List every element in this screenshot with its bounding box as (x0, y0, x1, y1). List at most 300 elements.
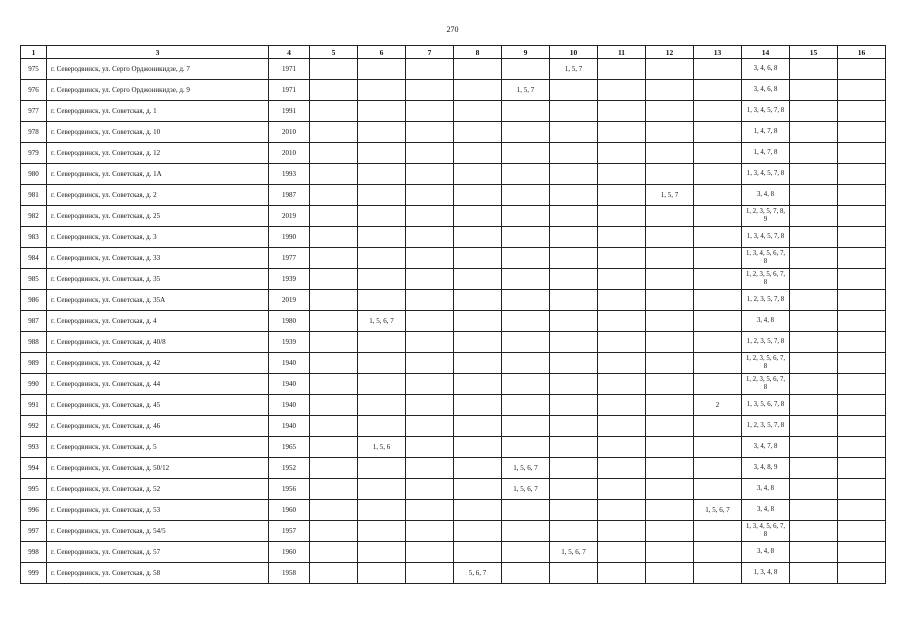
table-cell (694, 542, 742, 563)
table-cell (646, 374, 694, 395)
column-header: 5 (310, 46, 358, 59)
table-cell (310, 458, 358, 479)
column-header: 11 (598, 46, 646, 59)
page-number: 270 (446, 25, 459, 34)
year-cell: 1940 (269, 395, 310, 416)
table-cell (310, 164, 358, 185)
table-cell (694, 479, 742, 500)
table-row (21, 290, 886, 311)
table-cell (838, 269, 886, 290)
table-cell (790, 206, 838, 227)
table-cell (454, 248, 502, 269)
table-cell (406, 59, 454, 80)
table-cell (790, 521, 838, 542)
year-cell: 1958 (269, 563, 310, 584)
table-cell (406, 143, 454, 164)
table-cell (694, 80, 742, 101)
table-cell (598, 479, 646, 500)
table-cell (790, 248, 838, 269)
table-cell (598, 143, 646, 164)
table-cell: 1, 5, 7 (646, 185, 694, 206)
table-cell (454, 521, 502, 542)
table-cell: 1, 2, 3, 5, 7, 8, 9 (742, 206, 790, 227)
year-cell: 1940 (269, 374, 310, 395)
table-cell (358, 395, 406, 416)
table-cell (454, 416, 502, 437)
table-cell (454, 80, 502, 101)
table-cell (406, 458, 454, 479)
year-cell: 2010 (269, 143, 310, 164)
table-cell (694, 206, 742, 227)
table-cell (454, 101, 502, 122)
table-cell: 3, 4, 8 (742, 479, 790, 500)
table-cell (790, 80, 838, 101)
table-cell (646, 59, 694, 80)
table-cell (310, 269, 358, 290)
table-cell (598, 248, 646, 269)
table-cell (550, 122, 598, 143)
table-cell (790, 59, 838, 80)
address-cell: г. Северодвинск, ул. Советская, д. 2 (47, 185, 269, 206)
table-cell (358, 458, 406, 479)
table-cell (694, 521, 742, 542)
table-cell (310, 332, 358, 353)
table-cell (358, 290, 406, 311)
table-cell (406, 269, 454, 290)
table-row (21, 143, 886, 164)
row-number: 996 (21, 500, 47, 521)
table-cell (694, 290, 742, 311)
row-number: 982 (21, 206, 47, 227)
row-number: 994 (21, 458, 47, 479)
table-row (21, 80, 886, 101)
table-cell (694, 227, 742, 248)
row-number: 995 (21, 479, 47, 500)
table-cell (502, 101, 550, 122)
table-cell: 3, 4, 6, 8 (742, 80, 790, 101)
table-cell (454, 332, 502, 353)
year-cell: 1960 (269, 542, 310, 563)
table-cell (502, 269, 550, 290)
table-body (21, 59, 886, 584)
table-cell (310, 80, 358, 101)
table-cell (310, 59, 358, 80)
table-cell: 3, 4, 8 (742, 185, 790, 206)
row-number: 993 (21, 437, 47, 458)
table-cell (646, 206, 694, 227)
table-cell: 3, 4, 6, 8 (742, 59, 790, 80)
address-cell: г. Северодвинск, ул. Советская, д. 10 (47, 122, 269, 143)
table-cell (838, 437, 886, 458)
table-cell: 3, 4, 8 (742, 500, 790, 521)
table-cell (406, 206, 454, 227)
year-cell: 1940 (269, 416, 310, 437)
table-cell (358, 80, 406, 101)
table-cell (358, 164, 406, 185)
table-cell (550, 143, 598, 164)
table-row (21, 395, 886, 416)
table-cell (838, 521, 886, 542)
table-cell (790, 164, 838, 185)
table-cell (502, 374, 550, 395)
table-cell (790, 269, 838, 290)
table-cell (310, 311, 358, 332)
header-row (21, 46, 886, 59)
table-cell (454, 458, 502, 479)
table-cell (454, 269, 502, 290)
table-cell (790, 290, 838, 311)
table-cell (550, 458, 598, 479)
address-cell: г. Северодвинск, ул. Советская, д. 46 (47, 416, 269, 437)
table-cell (694, 374, 742, 395)
table-cell: 1, 5, 7 (550, 59, 598, 80)
column-header: 12 (646, 46, 694, 59)
table-cell (838, 227, 886, 248)
table-cell (550, 227, 598, 248)
table-cell: 3, 4, 8 (742, 542, 790, 563)
year-cell: 1980 (269, 311, 310, 332)
row-number: 983 (21, 227, 47, 248)
table-cell: 1, 3, 4, 8 (742, 563, 790, 584)
table-cell (790, 227, 838, 248)
address-cell: г. Северодвинск, ул. Советская, д. 5 (47, 437, 269, 458)
table-cell (646, 395, 694, 416)
row-number: 980 (21, 164, 47, 185)
table-cell: 1, 5, 6 (358, 437, 406, 458)
table-cell (838, 248, 886, 269)
table-cell (358, 521, 406, 542)
table-cell (646, 269, 694, 290)
table-row (21, 206, 886, 227)
table-cell: 1, 2, 3, 5, 7, 8 (742, 290, 790, 311)
table-cell (406, 164, 454, 185)
table-cell (310, 395, 358, 416)
table-cell (502, 206, 550, 227)
table-cell (598, 353, 646, 374)
table-cell (838, 500, 886, 521)
table-cell (646, 563, 694, 584)
table-cell (406, 542, 454, 563)
table-cell (646, 332, 694, 353)
row-number: 998 (21, 542, 47, 563)
table-cell (310, 248, 358, 269)
table-cell: 1, 3, 4, 5, 7, 8 (742, 227, 790, 248)
table-cell (358, 563, 406, 584)
row-number: 997 (21, 521, 47, 542)
table-cell (838, 458, 886, 479)
table-row (21, 479, 886, 500)
address-cell: г. Северодвинск, ул. Советская, д. 44 (47, 374, 269, 395)
table-row (21, 458, 886, 479)
table-cell (646, 290, 694, 311)
table-cell (790, 563, 838, 584)
table-cell (502, 353, 550, 374)
table-cell (790, 143, 838, 164)
table-cell (406, 227, 454, 248)
address-cell: г. Северодвинск, ул. Советская, д. 33 (47, 248, 269, 269)
table-cell (502, 437, 550, 458)
address-cell: г. Северодвинск, ул. Советская, д. 54/5 (47, 521, 269, 542)
table-cell (838, 311, 886, 332)
year-cell: 1956 (269, 479, 310, 500)
table-cell (598, 80, 646, 101)
table-cell: 2 (694, 395, 742, 416)
table-cell (406, 395, 454, 416)
column-header: 16 (838, 46, 886, 59)
table-row (21, 542, 886, 563)
table-row (21, 122, 886, 143)
table-cell (694, 248, 742, 269)
column-header: 13 (694, 46, 742, 59)
table-cell (694, 101, 742, 122)
table-cell: 1, 2, 3, 5, 7, 8 (742, 332, 790, 353)
table-row (21, 332, 886, 353)
table-cell (502, 227, 550, 248)
table-cell (550, 563, 598, 584)
table-cell (454, 311, 502, 332)
year-cell: 1971 (269, 59, 310, 80)
table-cell (454, 185, 502, 206)
table-cell (790, 353, 838, 374)
table-cell (454, 227, 502, 248)
table-cell (310, 101, 358, 122)
table-cell (454, 143, 502, 164)
table-cell (310, 374, 358, 395)
address-cell: г. Северодвинск, ул. Советская, д. 1 (47, 101, 269, 122)
address-cell: г. Северодвинск, ул. Серго Орджоникидзе, д. 7 (47, 59, 269, 80)
column-header: 14 (742, 46, 790, 59)
table-cell (598, 269, 646, 290)
table-cell (790, 458, 838, 479)
table-cell (790, 395, 838, 416)
table-cell (406, 437, 454, 458)
address-cell: г. Северодвинск, ул. Серго Орджоникидзе, д. 9 (47, 80, 269, 101)
table-cell (454, 542, 502, 563)
table-cell (454, 500, 502, 521)
table-cell (550, 332, 598, 353)
table-cell (598, 563, 646, 584)
table-cell (838, 542, 886, 563)
table-cell (790, 311, 838, 332)
table-cell (694, 563, 742, 584)
column-header: 10 (550, 46, 598, 59)
table-cell: 1, 2, 3, 5, 6, 7, 8 (742, 374, 790, 395)
address-cell: г. Северодвинск, ул. Советская, д. 58 (47, 563, 269, 584)
table-cell (550, 101, 598, 122)
row-number: 991 (21, 395, 47, 416)
table-cell (838, 395, 886, 416)
table-cell (358, 416, 406, 437)
row-number: 989 (21, 353, 47, 374)
address-cell: г. Северодвинск, ул. Советская, д. 1А (47, 164, 269, 185)
table-cell (502, 563, 550, 584)
table-cell (646, 248, 694, 269)
table-cell (598, 122, 646, 143)
table-cell (502, 122, 550, 143)
address-cell: г. Северодвинск, ул. Советская, д. 25 (47, 206, 269, 227)
table-cell (502, 521, 550, 542)
table-cell (454, 437, 502, 458)
table-cell (646, 500, 694, 521)
table-cell (694, 185, 742, 206)
table-cell (454, 59, 502, 80)
table-cell (502, 290, 550, 311)
table-cell (550, 248, 598, 269)
table-cell: 1, 5, 6, 7 (502, 458, 550, 479)
table-cell (550, 269, 598, 290)
column-header: 7 (406, 46, 454, 59)
table-cell (358, 101, 406, 122)
table-cell: 3, 4, 8, 9 (742, 458, 790, 479)
table-row (21, 311, 886, 332)
table-cell (694, 458, 742, 479)
table-cell (310, 437, 358, 458)
table-cell (598, 416, 646, 437)
address-cell: г. Северодвинск, ул. Советская, д. 4 (47, 311, 269, 332)
table-cell (454, 122, 502, 143)
table-cell (838, 59, 886, 80)
table-cell (358, 185, 406, 206)
year-cell: 1940 (269, 353, 310, 374)
table-cell (646, 311, 694, 332)
table-cell (694, 143, 742, 164)
table-cell (406, 374, 454, 395)
table-cell (358, 59, 406, 80)
table-cell (598, 374, 646, 395)
row-number: 979 (21, 143, 47, 164)
table-cell (550, 164, 598, 185)
table-cell (550, 206, 598, 227)
table-cell (838, 101, 886, 122)
column-header: 9 (502, 46, 550, 59)
table-cell (406, 521, 454, 542)
table-cell (694, 164, 742, 185)
table-cell (790, 500, 838, 521)
table-cell: 1, 3, 4, 5, 7, 8 (742, 164, 790, 185)
table-cell (838, 164, 886, 185)
row-number: 978 (21, 122, 47, 143)
table-cell (646, 101, 694, 122)
table-cell: 1, 2, 3, 5, 7, 8 (742, 416, 790, 437)
year-cell: 1939 (269, 269, 310, 290)
row-number: 977 (21, 101, 47, 122)
table-cell (550, 416, 598, 437)
table-cell (310, 353, 358, 374)
table-row (21, 59, 886, 80)
table-cell (646, 542, 694, 563)
table-cell (598, 290, 646, 311)
table-cell (406, 185, 454, 206)
table-cell (358, 248, 406, 269)
table-cell (502, 311, 550, 332)
table-cell (454, 164, 502, 185)
table-cell (598, 227, 646, 248)
table-row (21, 563, 886, 584)
year-cell: 1993 (269, 164, 310, 185)
table-cell (598, 521, 646, 542)
table-cell (406, 80, 454, 101)
row-number: 992 (21, 416, 47, 437)
table-row (21, 227, 886, 248)
row-number: 988 (21, 332, 47, 353)
row-number: 999 (21, 563, 47, 584)
table-cell: 1, 3, 4, 5, 6, 7, 8 (742, 248, 790, 269)
table-cell (310, 416, 358, 437)
table-cell (838, 122, 886, 143)
table-cell: 1, 5, 6, 7 (694, 500, 742, 521)
table-cell (838, 206, 886, 227)
table-cell (694, 311, 742, 332)
table-cell (838, 479, 886, 500)
table-cell (646, 521, 694, 542)
table-cell: 5, 6, 7 (454, 563, 502, 584)
table-cell: 1, 3, 4, 5, 7, 8 (742, 101, 790, 122)
table-cell (790, 185, 838, 206)
table-cell (598, 542, 646, 563)
address-cell: г. Северодвинск, ул. Советская, д. 53 (47, 500, 269, 521)
table-cell (406, 311, 454, 332)
table-cell (838, 353, 886, 374)
table-cell (598, 311, 646, 332)
table-cell (406, 248, 454, 269)
table-row (21, 374, 886, 395)
address-cell: г. Северодвинск, ул. Советская, д. 57 (47, 542, 269, 563)
table-cell (358, 122, 406, 143)
address-cell: г. Северодвинск, ул. Советская, д. 35 (47, 269, 269, 290)
table-cell: 3, 4, 7, 8 (742, 437, 790, 458)
table-cell: 1, 2, 3, 5, 6, 7, 8 (742, 353, 790, 374)
column-header: 6 (358, 46, 406, 59)
table-cell (598, 458, 646, 479)
table-cell (310, 521, 358, 542)
address-cell: г. Северодвинск, ул. Советская, д. 52 (47, 479, 269, 500)
table-cell (454, 395, 502, 416)
table-cell (502, 416, 550, 437)
year-cell: 2010 (269, 122, 310, 143)
year-cell: 2019 (269, 206, 310, 227)
table-cell (838, 80, 886, 101)
row-number: 986 (21, 290, 47, 311)
table-cell (550, 290, 598, 311)
table-cell (358, 143, 406, 164)
row-number: 985 (21, 269, 47, 290)
table-cell (310, 143, 358, 164)
table-cell (598, 101, 646, 122)
table-row (21, 416, 886, 437)
table-cell: 1, 2, 3, 5, 6, 7, 8 (742, 269, 790, 290)
table-cell (646, 80, 694, 101)
row-number: 990 (21, 374, 47, 395)
table-cell (646, 479, 694, 500)
table-cell (310, 290, 358, 311)
row-number: 984 (21, 248, 47, 269)
table-cell (310, 500, 358, 521)
table-row (21, 185, 886, 206)
table-row (21, 437, 886, 458)
table-cell (838, 374, 886, 395)
table-cell (502, 500, 550, 521)
table-cell (358, 500, 406, 521)
address-cell: г. Северодвинск, ул. Советская, д. 40/8 (47, 332, 269, 353)
table-row (21, 248, 886, 269)
year-cell: 1991 (269, 101, 310, 122)
table-cell (502, 542, 550, 563)
table-cell (454, 206, 502, 227)
year-cell: 1960 (269, 500, 310, 521)
table-cell: 1, 4, 7, 8 (742, 143, 790, 164)
table-cell (358, 227, 406, 248)
table-cell (550, 500, 598, 521)
